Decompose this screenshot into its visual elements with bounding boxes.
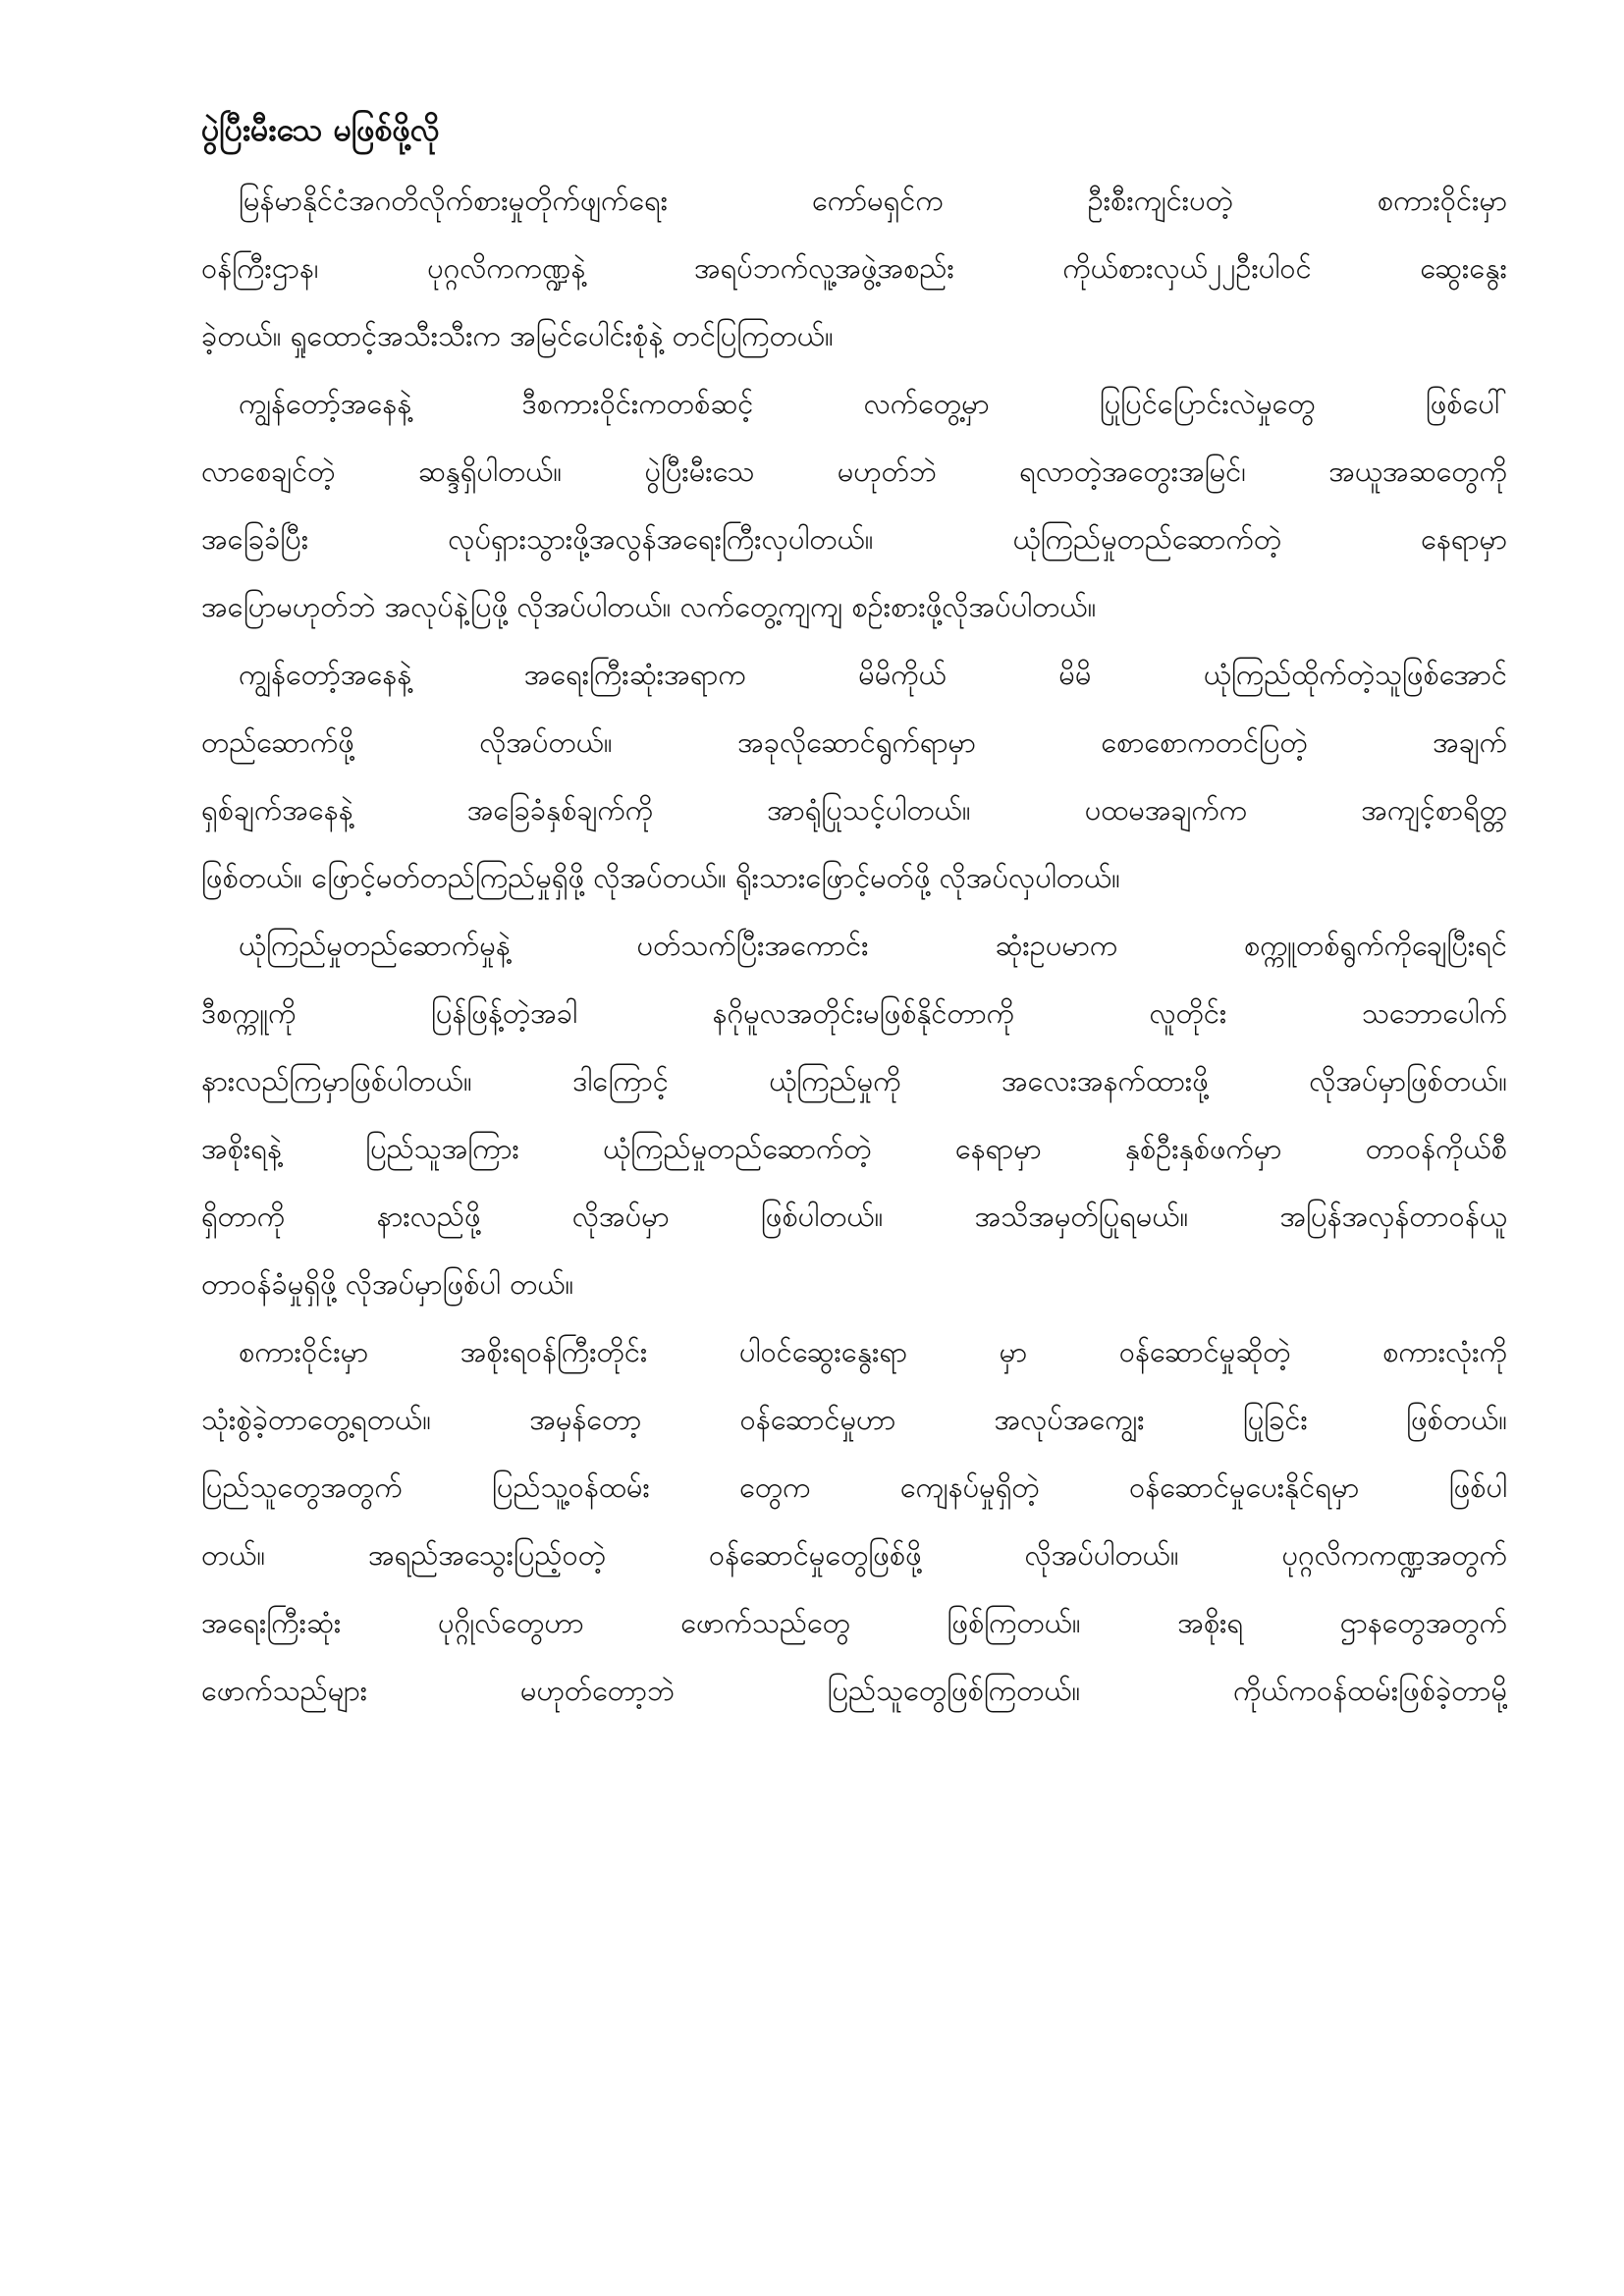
paragraph-line: ဝန်ကြီးဌာန၊ ပုဂ္ဂလိကကဏ္ဍနဲ့ အရပ်ဘက်လူ့အဖွဲ့အစည်း ကိုယ်စားလှယ်၂၂ဦးပါဝင် ဆွေးနွေး <box>201 251 1507 285</box>
document-body <box>201 98 1507 1725</box>
paragraph-line: ကျွန်တော့်အနေနဲ့ ဒီစကားဝိုင်းကတစ်ဆင့် လက်တွေ့မှာ ပြုပြင်ပြောင်းလဲမှုတွေ ဖြစ်ပေါ် <box>239 387 1507 420</box>
paragraph-line: အစိုးရနဲ့ ပြည်သူအကြား ယုံကြည်မှုတည်ဆောက်တဲ့ နေရာမှာ နှစ်ဦးနှစ်ဖက်မှာ တာဝန်ကိုယ်စီ <box>201 1132 1507 1165</box>
paragraph-line: ပြည်သူတွေအတွက် ပြည်သူ့ဝန်ထမ်း တွေက ကျေနပ်မှုရှိတဲ့ ဝန်ဆောင်မှုပေးနိုင်ရမှာ ဖြစ်ပါ <box>201 1470 1507 1504</box>
paragraph-5 <box>201 1318 1507 1725</box>
paragraph-line: အပြောမဟုတ်ဘဲ အလုပ်နဲ့ပြဖို့ လိုအပ်ပါတယ်။ လက်တွေ့ကျကျ စဉ်းစားဖို့လိုအပ်ပါတယ်။ <box>201 590 1097 623</box>
paragraph-line: လာစေချင်တဲ့ ဆန္ဒရှိပါတယ်။ ပွဲပြီးမီးသေ မဟုတ်ဘဲ ရလာတဲ့အတွေးအမြင်၊ အယူအဆတွေကို <box>201 454 1507 488</box>
paragraph-line: ရှစ်ချက်အနေနဲ့ အခြေခံနှစ်ချက်ကို အာရုံပြုသင့်ပါတယ်။ ပထမအချက်က အကျင့်စာရိတ္တ <box>201 793 1507 827</box>
paragraph-line: ဖြစ်တယ်။ ဖြောင့်မတ်တည်ကြည်မှုရှိဖို့ လိုအပ်တယ်။ ရိုးသားဖြောင့်မတ်ဖို့ လိုအပ်လှပါတယ်။ <box>201 861 1120 894</box>
paragraph-1 <box>201 167 1507 370</box>
paragraph-line: စကားဝိုင်းမှာ အစိုးရဝန်ကြီးတိုင်း ပါဝင်ဆွေးနွေးရာ မှာ ဝန်ဆောင်မှုဆိုတဲ့ စကားလုံးကို <box>239 1335 1507 1368</box>
paragraph-line: အခြေခံပြီး လုပ်ရှားသွားဖို့အလွန်အရေးကြီးလှပါတယ်။ ယုံကြည်မှုတည်ဆောက်တဲ့ နေရာမှာ <box>201 522 1507 556</box>
paragraph-line: ဒီစက္ကူကို ပြန်ဖြန့်တဲ့အခါ နဂိုမူလအတိုင်းမဖြစ်နိုင်တာကို လူတိုင်း သဘောပေါက် <box>201 996 1507 1030</box>
paragraph-line: တည်ဆောက်ဖို့ လိုအပ်တယ်။ အခုလိုဆောင်ရွက်ရာမှာ စောစောကတင်ပြတဲ့ အချက် <box>201 725 1507 759</box>
paragraph-line: ကျွန်တော့်အနေနဲ့ အရေးကြီးဆုံးအရာက မိမိကိုယ် မိမိ ယုံကြည်ထိုက်တဲ့သူဖြစ်အောင် <box>239 658 1507 691</box>
paragraph-line: မြန်မာနိုင်ငံအဂတိလိုက်စားမှုတိုက်ဖျက်ရေး ကော်မရှင်က ဦးစီးကျင်းပတဲ့ စကားဝိုင်းမှာ <box>239 184 1507 217</box>
paragraph-3 <box>201 641 1507 912</box>
paragraph-4 <box>201 912 1507 1318</box>
paragraph-2 <box>201 370 1507 641</box>
paragraph-line: ခဲ့တယ်။ ရှုထောင့်အသီးသီးက အမြင်ပေါင်းစုံနဲ့ တင်ပြကြတယ်။ <box>201 319 834 352</box>
paragraph-line: နားလည်ကြမှာဖြစ်ပါတယ်။ ဒါကြောင့် ယုံကြည်မှုကို အလေးအနက်ထားဖို့ လိုအပ်မှာဖြစ်တယ်။ <box>201 1064 1507 1097</box>
document-title: ပွဲပြီးမီးသေ မဖြစ်ဖို့လို <box>201 111 440 148</box>
paragraph-line: သုံးစွဲခဲ့တာတွေ့ရတယ်။ အမှန်တော့ ဝန်ဆောင်မှုဟာ အလုပ်အကျွေး ပြုခြင်း ဖြစ်တယ်။ <box>201 1403 1507 1436</box>
paragraph-line: အရေးကြီးဆုံး ပုဂ္ဂိုလ်တွေဟာ ဖောက်သည်တွေ ဖြစ်ကြတယ်။ အစိုးရ ဌာနတွေအတွက် <box>201 1606 1507 1639</box>
paragraph-line: တာဝန်ခံမှုရှိဖို့ လိုအပ်မှာဖြစ်ပါ တယ်။ <box>201 1267 574 1301</box>
paragraph-line: တယ်။ အရည်အသွေးပြည့်ဝတဲ့ ဝန်ဆောင်မှုတွေဖြစ်ဖို့ လိုအပ်ပါတယ်။ ပုဂ္ဂလိကကဏ္ဍအတွက် <box>201 1538 1507 1572</box>
paragraph-line: ဖောက်သည်များ မဟုတ်တော့ဘဲ ပြည်သူတွေဖြစ်ကြတယ်။ ကိုယ်ကဝန်ထမ်းဖြစ်ခဲ့တာမို့ <box>201 1674 1507 1707</box>
paragraph-line: ရှိတာကို နားလည်ဖို့ လိုအပ်မှာ ဖြစ်ပါတယ်။ အသိအမှတ်ပြုရမယ်။ အပြန်အလှန်တာဝန်ယူ <box>201 1200 1507 1233</box>
paragraph-line: ယုံကြည်မှုတည်ဆောက်မှုနဲ့ ပတ်သက်ပြီးအကောင်း ဆုံးဥပမာက စက္ကူတစ်ရွက်ကိုချေပြီးရင် <box>239 929 1507 962</box>
